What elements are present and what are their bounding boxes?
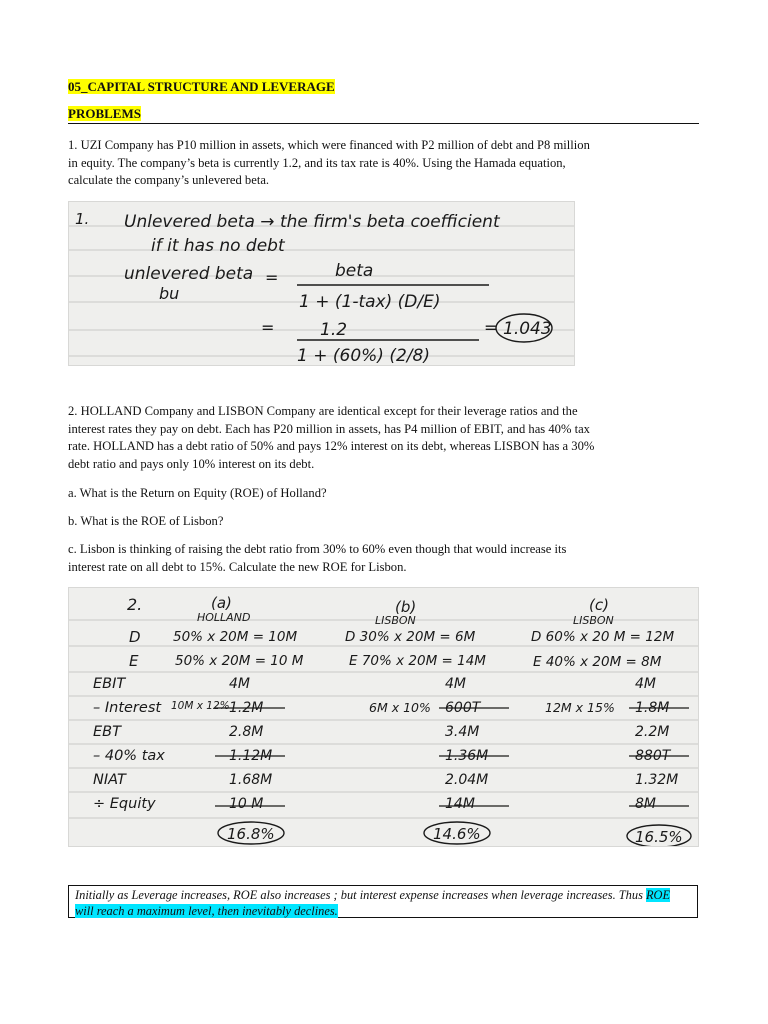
question-a: a. What is the Return on Equity (ROE) of Holland?: [68, 486, 327, 500]
row-label: – Interest: [93, 700, 162, 716]
section-heading-text: PROBLEMS: [68, 106, 141, 121]
holland-value: 1.2M: [229, 700, 264, 716]
problem-2-line: 2. HOLLAND Company and LISBON Company are identical except for their leverage ratios and the: [68, 404, 578, 418]
conclusion-note-text: Initially as Leverage increases, ROE also increases ; but interest expense increases when leverage increases. Thus: [75, 888, 646, 902]
column-c-name: LISBON: [573, 614, 614, 627]
row-label: ÷ Equity: [93, 796, 156, 812]
problem-2-line: debt ratio and pays only 10% interest on its debt.: [68, 456, 315, 471]
document-title-text: 05_CAPITAL STRUCTURE AND LEVERAGE: [68, 79, 335, 94]
column-a-tag: (a): [211, 594, 232, 612]
holland-value: 1.68M: [229, 772, 273, 788]
problem-1-solution-image: [68, 201, 575, 366]
lisbon-value: 600T: [445, 700, 481, 716]
lisbon-new-value: 880T: [635, 748, 671, 764]
lisbon-equity: E 70% x 20M = 14M: [349, 653, 486, 669]
lisbon-working: 6M x 10%: [369, 700, 431, 715]
question-c: [68, 541, 700, 576]
holland-equity: 50% x 20M = 10 M: [175, 653, 304, 669]
solution-1-number: 1.: [75, 210, 90, 228]
lisbon-new-value: 1.32M: [635, 772, 679, 788]
column-b-tag: (b): [395, 598, 417, 616]
row-label: EBT: [93, 724, 121, 740]
problem-1-line: 1. UZI Company has P10 million in assets, which were financed with P2 million of debt and P8 million: [68, 138, 590, 152]
solution-1-definition-line: Unlevered beta → the firm's beta coefficient: [124, 212, 500, 232]
column-a-name: HOLLAND: [197, 611, 251, 624]
lisbon-new-debt: D 60% x 20 M = 12M: [531, 629, 675, 645]
holland-value: 1.12M: [229, 748, 273, 764]
problem-2-line: rate. HOLLAND has a debt ratio of 50% and pays 12% interest on its debt, whereas LISBON has a 30%: [68, 439, 595, 454]
conclusion-note: [68, 885, 698, 918]
lisbon-new-working: 12M x 15%: [545, 700, 615, 715]
column-b-name: LISBON: [375, 614, 416, 627]
solution-1-equals: =: [484, 318, 498, 337]
question-c-line: c. Lisbon is thinking of raising the debt ratio from 30% to 60% even though that would increase its: [68, 542, 567, 556]
problem-2-solution-image: [68, 587, 699, 847]
row-label: – 40% tax: [93, 748, 165, 764]
heading-rule: [68, 123, 699, 124]
lisbon-new-equity: E 40% x 20M = 8M: [533, 654, 662, 670]
lisbon-new-roe: 16.5%: [635, 828, 683, 846]
lisbon-new-value: 4M: [635, 676, 656, 692]
solution-1-equals: =: [265, 268, 279, 287]
solution-1-denominator: 1 + (60%) (2/8): [297, 346, 430, 366]
lisbon-new-value: 2.2M: [635, 724, 670, 740]
document-title: [68, 79, 335, 95]
holland-value: 2.8M: [229, 724, 264, 740]
problem-2-line: interest rates they pay on debt. Each has P20 million in assets, has P4 million of EBIT, and has 40% tax: [68, 421, 590, 436]
lisbon-debt: D 30% x 20M = 6M: [345, 629, 476, 645]
lisbon-value: 4M: [445, 676, 466, 692]
problem-1-line: calculate the company’s unlevered beta.: [68, 173, 270, 188]
lisbon-value: 3.4M: [445, 724, 480, 740]
solution-2-number: 2.: [127, 595, 143, 614]
solution-1-numerator: 1.2: [320, 320, 348, 340]
holland-working: 10M x 12%: [171, 700, 230, 712]
holland-value: 4M: [229, 676, 250, 692]
lisbon-new-value: 1.8M: [635, 700, 670, 716]
solution-1-answer: 1.043: [503, 319, 552, 339]
conclusion-note-highlight: ROE will reach a maximum level, then inevitably declines.: [75, 888, 671, 918]
solution-1-numerator: beta: [335, 261, 374, 281]
lisbon-value: 14M: [445, 796, 475, 812]
row-label: NIAT: [93, 772, 126, 788]
lisbon-new-value: 8M: [635, 796, 656, 812]
holland-roe: 16.8%: [227, 825, 275, 843]
row-label-equity: E: [129, 652, 139, 670]
problem-2-text: [68, 403, 700, 473]
row-label-debt: D: [129, 628, 141, 646]
row-label: EBIT: [93, 676, 126, 692]
question-b: b. What is the ROE of Lisbon?: [68, 514, 224, 528]
column-c-tag: (c): [589, 596, 609, 614]
solution-1-equals: =: [261, 318, 275, 337]
solution-1-denominator: 1 + (1-tax) (D/E): [299, 292, 441, 312]
solution-1-definition-line: if it has no debt: [151, 236, 285, 256]
section-heading: [68, 106, 141, 122]
lisbon-roe: 14.6%: [433, 825, 481, 843]
problem-1-text: [68, 137, 700, 190]
lisbon-value: 1.36M: [445, 748, 489, 764]
solution-1-lhs: unlevered beta: [124, 264, 254, 284]
problem-1-line: in equity. The company’s beta is currently 1.2, and its tax rate is 40%. Using the Hamada equation,: [68, 155, 566, 170]
holland-value: 10 M: [229, 796, 264, 812]
holland-debt: 50% x 20M = 10M: [173, 629, 298, 645]
lisbon-value: 2.04M: [445, 772, 489, 788]
question-c-line: interest rate on all debt to 15%. Calculate the new ROE for Lisbon.: [68, 559, 407, 574]
solution-1-lhs-symbol: bu: [159, 284, 180, 303]
